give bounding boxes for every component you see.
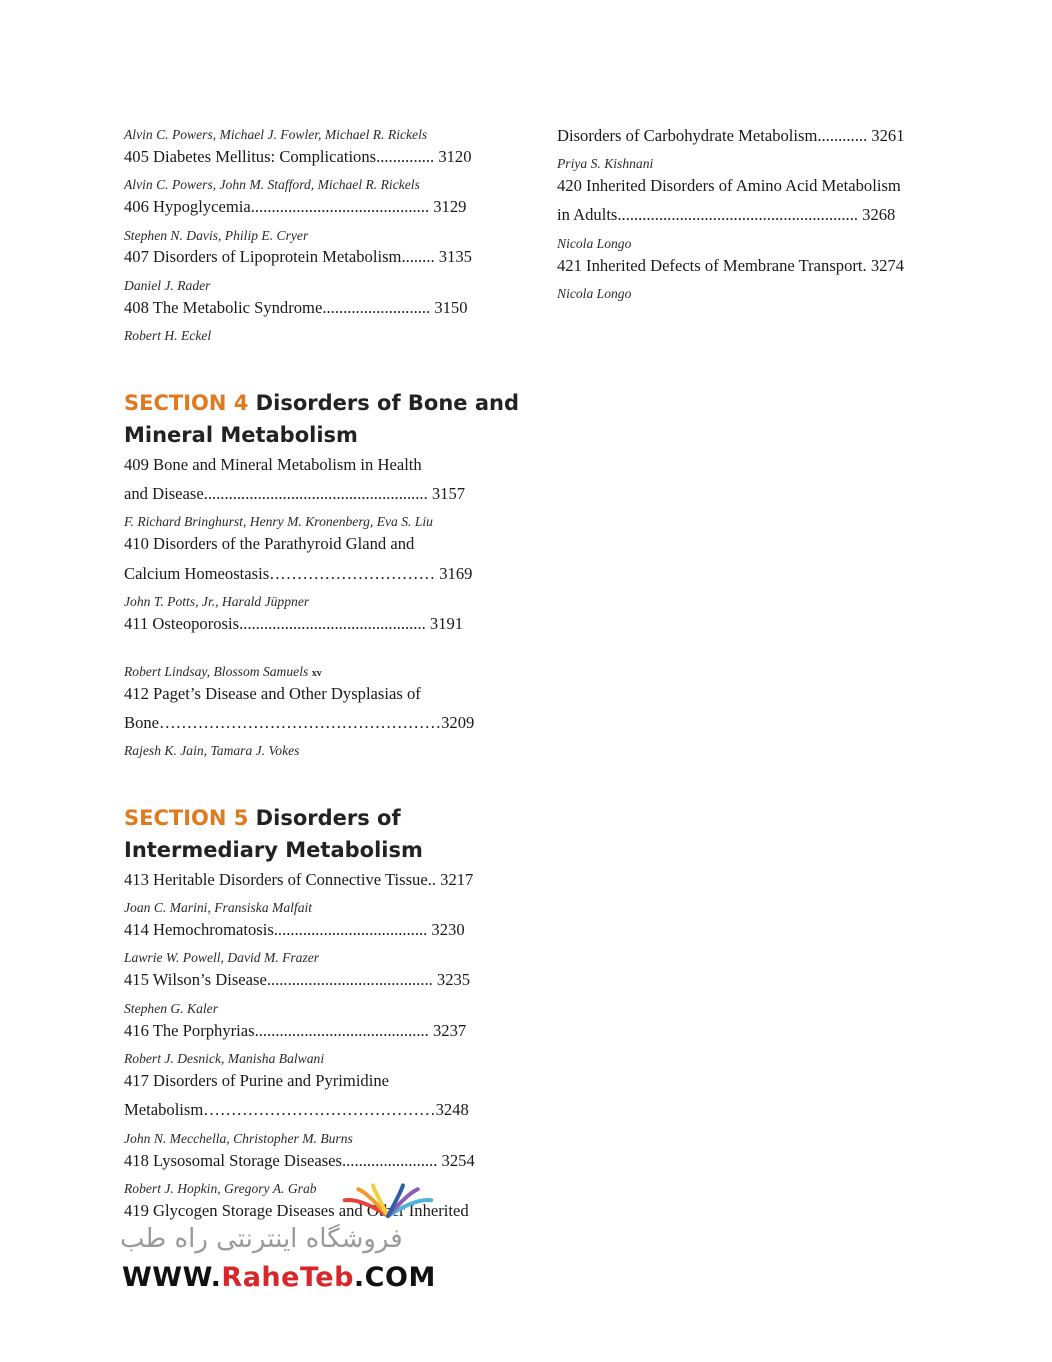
toc-entry-413[interactable]: 413 Heritable Disorders of Connective Tissue.. 3217: [124, 870, 474, 889]
author-line: Alvin C. Powers, Michael J. Fowler, Michael R. Rickels: [124, 127, 428, 142]
author-line: Daniel J. Rader: [124, 278, 211, 293]
toc-entry-421[interactable]: 421 Inherited Defects of Membrane Transport. 3274: [557, 256, 905, 275]
toc-entry-410-cont[interactable]: Calcium Homeostasis………………………… 3169: [124, 564, 473, 583]
section-5-heading: [124, 804, 401, 832]
url-brand: RaheTeb: [221, 1262, 354, 1293]
toc-entry-412[interactable]: 412 Paget’s Disease and Other Dysplasias of: [124, 684, 421, 703]
url-suffix: .COM: [353, 1262, 436, 1293]
logo-rays: [345, 1185, 431, 1216]
author-line: Robert J. Desnick, Manisha Balwani: [124, 1051, 325, 1066]
toc-entry-417[interactable]: 417 Disorders of Purine and Pyrimidine: [124, 1071, 390, 1090]
author-line: Stephen N. Davis, Philip E. Cryer: [124, 228, 309, 243]
watermark-url[interactable]: [122, 1262, 436, 1293]
page-number: xv: [311, 668, 322, 679]
toc-entry-419[interactable]: 419 Glycogen Storage Diseases and Other Inherited: [124, 1201, 469, 1220]
toc-entry-417-cont[interactable]: Metabolism……………………………………3248: [124, 1100, 469, 1119]
toc-entry-418[interactable]: 418 Lysosomal Storage Diseases....................... 3254: [124, 1151, 475, 1170]
toc-entry-407[interactable]: 407 Disorders of Lipoprotein Metabolism........ 3135: [124, 247, 472, 266]
author-line: Robert H. Eckel: [124, 328, 212, 343]
toc-entry-419-cont[interactable]: Disorders of Carbohydrate Metabolism............ 3261: [557, 126, 905, 145]
toc-entry-409-cont[interactable]: and Disease...................................................... 3157: [124, 484, 466, 503]
author-line: John N. Mecchella, Christopher M. Burns: [124, 1131, 353, 1146]
toc-entry-409[interactable]: 409 Bone and Mineral Metabolism in Health: [124, 455, 422, 474]
toc-entry-420-cont[interactable]: in Adults.......................................................... 3268: [557, 205, 896, 224]
toc-entry-420[interactable]: 420 Inherited Disorders of Amino Acid Metabolism: [557, 176, 901, 195]
author-line: Nicola Longo: [557, 236, 632, 251]
toc-entry-406[interactable]: 406 Hypoglycemia........................................... 3129: [124, 197, 467, 216]
author-line: F. Richard Bringhurst, Henry M. Kronenberg, Eva S. Liu: [124, 514, 433, 529]
toc-entry-411[interactable]: 411 Osteoporosis............................................. 3191: [124, 614, 464, 633]
author-line: [124, 663, 322, 683]
author-line: Lawrie W. Powell, David M. Frazer: [124, 950, 320, 965]
toc-entry-410[interactable]: 410 Disorders of the Parathyroid Gland and: [124, 534, 415, 553]
section-5-number: SECTION 5: [124, 806, 249, 830]
section-5-title-cont: Intermediary Metabolism: [124, 838, 423, 862]
raheteb-logo-icon: [332, 1164, 444, 1220]
author-line: Stephen G. Kaler: [124, 1001, 219, 1016]
toc-entry-415[interactable]: 415 Wilson’s Disease........................................ 3235: [124, 970, 471, 989]
section-4-number: SECTION 4: [124, 391, 249, 415]
toc-entry-405[interactable]: 405 Diabetes Mellitus: Complications.............. 3120: [124, 147, 472, 166]
section-4-title: Disorders of Bone and: [248, 391, 520, 415]
author-line: Rajesh K. Jain, Tamara J. Vokes: [124, 743, 300, 758]
toc-entry-416[interactable]: 416 The Porphyrias.......................................... 3237: [124, 1021, 467, 1040]
author-names: Robert Lindsay, Blossom Samuels: [124, 664, 309, 679]
toc-entry-414[interactable]: 414 Hemochromatosis..................................... 3230: [124, 920, 465, 939]
section-4-title-cont: Mineral Metabolism: [124, 423, 358, 447]
watermark-persian-text: فروشگاه اینترنتی راه طب: [120, 1224, 403, 1254]
author-line: John T. Potts, Jr., Harald Jüppner: [124, 594, 310, 609]
section-4-heading: [124, 389, 519, 417]
toc-entry-412-cont[interactable]: Bone……………………………………………3209: [124, 713, 475, 732]
url-prefix: WWW.: [122, 1262, 222, 1293]
toc-entry-408[interactable]: 408 The Metabolic Syndrome.......................... 3150: [124, 298, 468, 317]
author-line: Alvin C. Powers, John M. Stafford, Michael R. Rickels: [124, 177, 420, 192]
author-line: Robert J. Hopkin, Gregory A. Grab: [124, 1181, 317, 1196]
author-line: Priya S. Kishnani: [557, 156, 654, 171]
author-line: Joan C. Marini, Fransiska Malfait: [124, 900, 313, 915]
section-5-title: Disorders of: [248, 806, 401, 830]
author-line: Nicola Longo: [557, 286, 632, 301]
